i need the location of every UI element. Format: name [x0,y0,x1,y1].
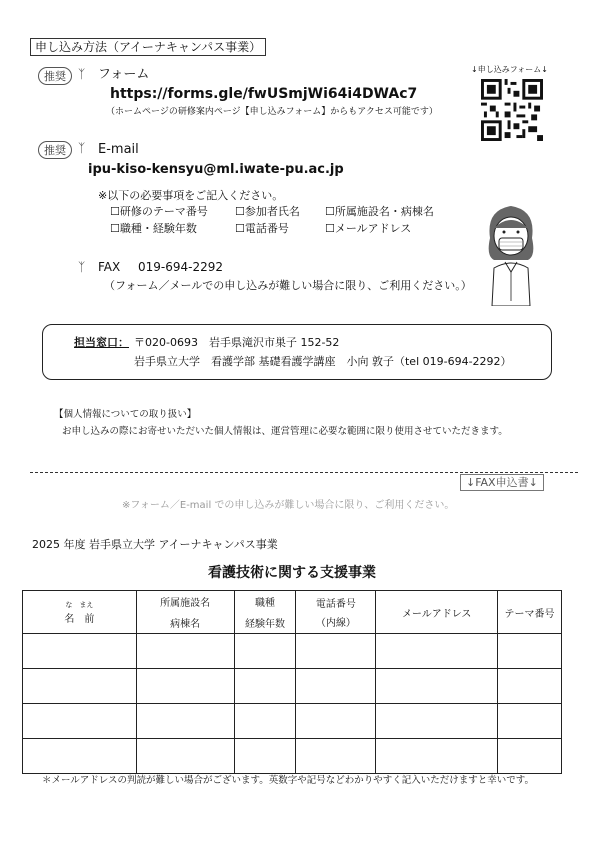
form-url-link[interactable]: https://forms.gle/fwUSmjWi64i4DWAc7 [110,86,418,102]
cut-line [30,472,578,473]
fax-sheet-note: ※フォーム／E-mail での申し込みが難しい場合に限り、ご利用ください。 [122,500,455,511]
name-cell[interactable] [23,669,137,704]
phone-cell[interactable] [296,634,376,669]
facility-cell[interactable] [136,634,234,669]
table-header-row [23,591,562,634]
theme-cell[interactable] [498,739,562,774]
facility-header: 所属施設名 [160,598,211,609]
table-row[interactable] [23,704,562,739]
fax-label: FAX [98,260,121,274]
facility-cell[interactable] [136,704,234,739]
form-label: フォーム [98,67,150,82]
sprout-icon: ᛉ [78,67,86,81]
phone-cell[interactable] [296,669,376,704]
col-phone [296,591,376,634]
job-cell[interactable] [234,634,296,669]
table-row[interactable] [23,739,562,774]
phone-cell[interactable] [296,739,376,774]
theme-cell[interactable] [498,669,562,704]
job-cell[interactable] [234,704,296,739]
item-theme: ☐研修のテーマ番号 [110,205,208,218]
name-cell[interactable] [23,739,137,774]
extension-header: （内線） [315,618,356,629]
nurse-illustration [478,196,544,306]
item-job: ☐職種・経験年数 [110,222,197,235]
name-cell[interactable] [23,634,137,669]
recommended-badge: 推奨 [38,141,72,159]
email-cell[interactable] [376,669,498,704]
registration-table [22,590,562,774]
facility-cell[interactable] [136,739,234,774]
contact-address: 〒020-0693 岩手県滝沢市巣子 152-52 [134,336,340,349]
experience-header: 経験年数 [245,619,286,630]
name-header: 名 前 [64,613,95,625]
ward-header: 病棟名 [170,619,201,630]
fax-sheet-tag: ↓FAX申込書↓ [460,474,544,491]
qr-caption: ↓申し込みフォーム↓ [471,65,549,74]
sheet-title: 看護技術に関する支援事業 [208,565,376,581]
sprout-icon: ᛉ [78,260,86,274]
email-cell[interactable] [376,634,498,669]
col-facility [136,591,234,634]
email-cell[interactable] [376,739,498,774]
table-row[interactable] [23,634,562,669]
email-label: E-mail [98,142,139,157]
name-cell[interactable] [23,704,137,739]
year-line: 2025 年度 岩手県立大学 アイーナキャンパス事業 [32,538,278,551]
theme-cell[interactable] [498,634,562,669]
col-email: メールアドレス [376,591,498,634]
sprout-icon: ᛉ [78,141,86,155]
phone-header: 電話番号 [315,599,356,610]
name-ruby: な まえ [65,600,94,609]
item-email: ☐メールアドレス [325,222,412,235]
recommended-badge: 推奨 [38,67,72,85]
contact-detail: 岩手県立大学 看護学部 基礎看護学講座 小向 敦子（tel 019-694-2292） [134,355,512,368]
contact-box [42,324,552,380]
job-cell[interactable] [234,669,296,704]
email-instruction: ※以下の必要事項をご記入ください。 [98,189,284,202]
email-address-link[interactable]: ipu-kiso-kensyu@ml.iwate-pu.ac.jp [88,162,344,177]
job-cell[interactable] [234,739,296,774]
qr-code-icon[interactable] [481,79,543,141]
col-name [23,591,137,634]
facility-cell[interactable] [136,669,234,704]
item-participant: ☐参加者氏名 [235,205,300,218]
item-facility: ☐所属施設名・病棟名 [325,205,434,218]
col-theme: テーマ番号 [498,591,562,634]
fax-number: 019-694-2292 [138,260,224,274]
col-job [234,591,296,634]
email-cell[interactable] [376,704,498,739]
form-note: （ホームページの研修案内ページ【申し込みフォーム】からもアクセス可能です） [106,107,438,117]
theme-cell[interactable] [498,704,562,739]
phone-cell[interactable] [296,704,376,739]
fax-note: （フォーム／メールでの申し込みが難しい場合に限り、ご利用ください。） [104,279,472,292]
section-title: 申し込み方法（アイーナキャンパス事業） [30,38,266,56]
footer-note: ＊メールアドレスの判読が難しい場合がございます。英数字や記号などわかりやすく記入いただけますと幸いです。 [42,775,535,786]
item-phone: ☐電話番号 [235,222,289,235]
job-header: 職種 [255,598,276,609]
table-row[interactable] [23,669,562,704]
contact-label: 担当窓口： [74,336,129,349]
privacy-title: 【個人情報についての取り扱い】 [54,409,197,420]
privacy-body: お申し込みの際にお寄せいただいた個人情報は、運営管理に必要な範囲に限り使用させていただきます。 [62,426,508,437]
